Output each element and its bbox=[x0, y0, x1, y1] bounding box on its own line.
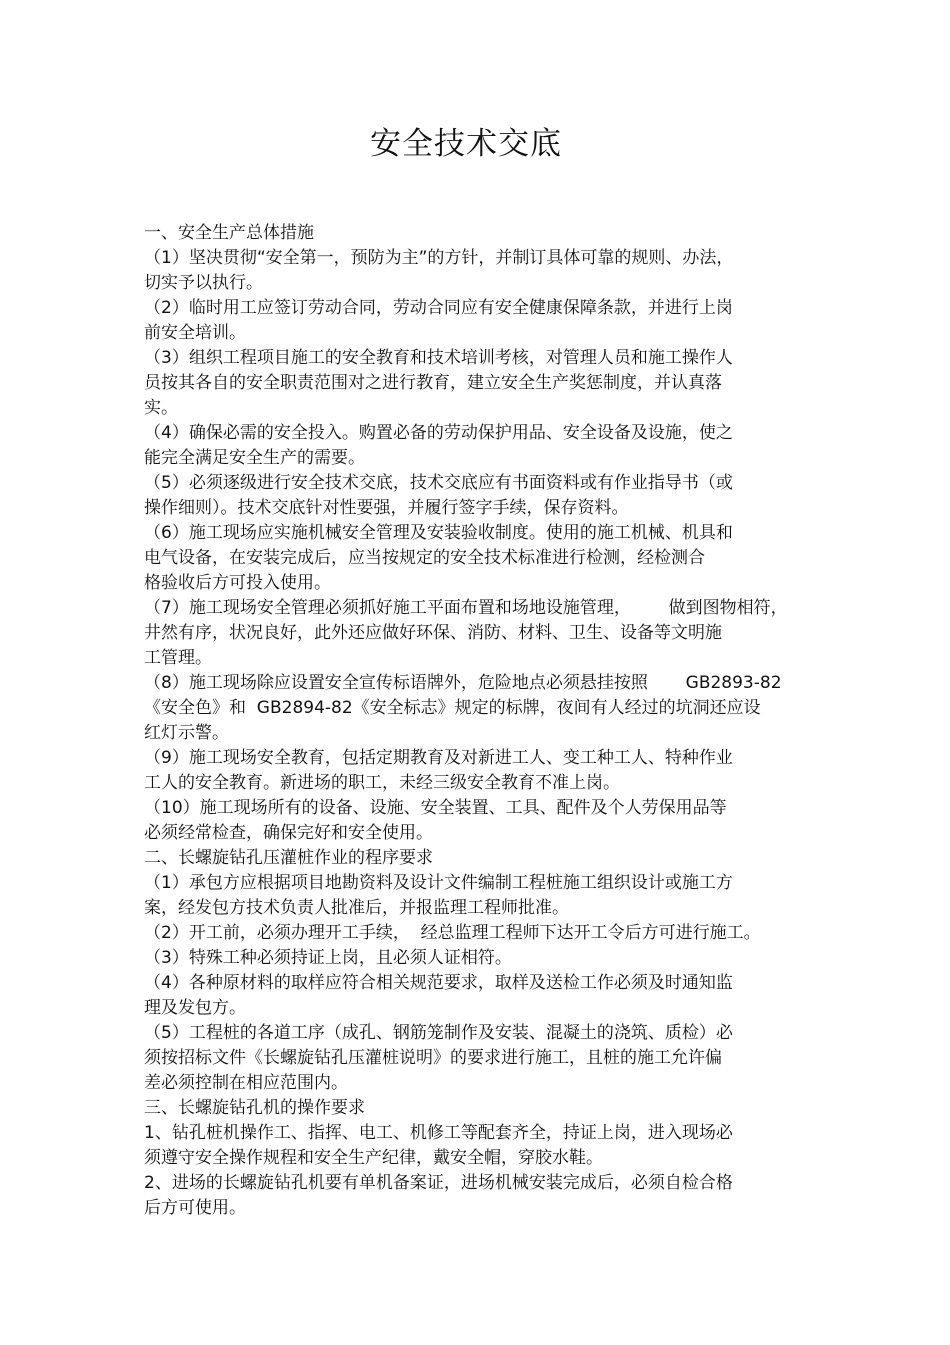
text-line: 案，经发包方技术负责人批准后，并报监理工程师批准。 bbox=[144, 898, 569, 918]
text-line: 差必须控制在相应范围内。 bbox=[144, 1073, 348, 1093]
text-line: 能完全满足安全生产的需要。 bbox=[144, 448, 365, 468]
text-line: 《安全色》和 GB2894-82《安全标志》规定的标牌，夜间有人经过的坑洞还应设 bbox=[144, 698, 761, 718]
text-line: 工人的安全教育。新进场的职工，未经三级安全教育不准上岗。 bbox=[144, 773, 620, 793]
text-line: （2）开工前，必须办理开工手续， 经总监理工程师下达开工令后方可进行施工。 bbox=[144, 923, 761, 943]
text-line: （2）临时用工应签订劳动合同，劳动合同应有安全健康保障条款，并进行上岗 bbox=[144, 298, 733, 318]
text-line: （5）工程桩的各道工序（成孔、钢筋笼制作及安装、混凝土的浇筑、质检）必 bbox=[144, 1023, 733, 1043]
text-line: （3）特殊工种必须持证上岗，且必须人证相符。 bbox=[144, 948, 512, 968]
document-title: 安全技术交底 bbox=[370, 126, 562, 162]
text-line: （3）组织工程项目施工的安全教育和技术培训考核，对管理人员和施工操作人 bbox=[144, 348, 733, 368]
section-heading: 二、长螺旋钻孔压灌桩作业的程序要求 bbox=[144, 848, 433, 868]
text-line: 后方可使用。 bbox=[144, 1198, 246, 1218]
text-line: 切实予以执行。 bbox=[144, 273, 263, 293]
text-line: 格验收后方可投入使用。 bbox=[144, 573, 331, 593]
text-line: （5）必须逐级进行安全技术交底，技术交底应有书面资料或有作业指导书（或 bbox=[144, 473, 733, 493]
text-line: 必须经常检查，确保完好和安全使用。 bbox=[144, 823, 433, 843]
text-line: 操作细则）。技术交底针对性要强，并履行签字手续，保存资料。 bbox=[144, 498, 629, 518]
text-line: 红灯示警。 bbox=[144, 723, 229, 743]
text-line: 2、进场的长螺旋钻孔机要有单机备案证，进场机械安装完成后，必须自检合格 bbox=[144, 1173, 733, 1193]
text-line: （1）承包方应根据项目地勘资料及设计文件编制工程桩施工组织设计或施工方 bbox=[144, 873, 733, 893]
text-line: 须按招标文件《长螺旋钻孔压灌桩说明》的要求进行施工，且桩的施工允许偏 bbox=[144, 1048, 722, 1068]
text-line: （4）确保必需的安全投入。购置必备的劳动保护用品、安全设备及设施，使之 bbox=[144, 423, 733, 443]
text-line: 电气设备，在安装完成后，应当按规定的安全技术标准进行检测，经检测合 bbox=[144, 548, 705, 568]
text-line: （10）施工现场所有的设备、设施、安全装置、工具、配件及个人劳保用品等 bbox=[144, 798, 727, 818]
text-line: （7）施工现场安全管理必须抓好施工平面布置和场地设施管理， 做到图物相符， bbox=[144, 598, 788, 618]
text-line: 理及发包方。 bbox=[144, 998, 246, 1018]
text-line: （8）施工现场除应设置安全宣传标语牌外，危险地点必须悬挂按照 GB2893-82 bbox=[144, 673, 782, 693]
text-line: （1）坚决贯彻“安全第一，预防为主”的方针，并制订具体可靠的规则、办法， bbox=[144, 248, 734, 268]
text-line: 工管理。 bbox=[144, 648, 212, 668]
text-line: 须遵守安全操作规程和安全生产纪律，戴安全帽，穿胶水鞋。 bbox=[144, 1148, 603, 1168]
text-line: （4）各种原材料的取样应符合相关规范要求，取样及送检工作必须及时通知监 bbox=[144, 973, 733, 993]
section-heading: 三、长螺旋钻孔机的操作要求 bbox=[144, 1098, 365, 1118]
text-line: 员按其各自的安全职责范围对之进行教育，建立安全生产奖惩制度，并认真落 bbox=[144, 373, 722, 393]
text-line: （9）施工现场安全教育，包括定期教育及对新进工人、变工种工人、特种作业 bbox=[144, 748, 733, 768]
text-line: 实。 bbox=[144, 398, 178, 418]
text-line: 1、钻孔桩机操作工、指挥、电工、机修工等配套齐全，持证上岗，进入现场必 bbox=[144, 1123, 733, 1143]
text-line: 前安全培训。 bbox=[144, 323, 246, 343]
text-line: （6）施工现场应实施机械安全管理及安装验收制度。使用的施工机械、机具和 bbox=[144, 523, 733, 543]
section-heading: 一、安全生产总体措施 bbox=[144, 223, 314, 243]
text-line: 井然有序，状况良好，此外还应做好环保、消防、材料、卫生、设备等文明施 bbox=[144, 623, 722, 643]
